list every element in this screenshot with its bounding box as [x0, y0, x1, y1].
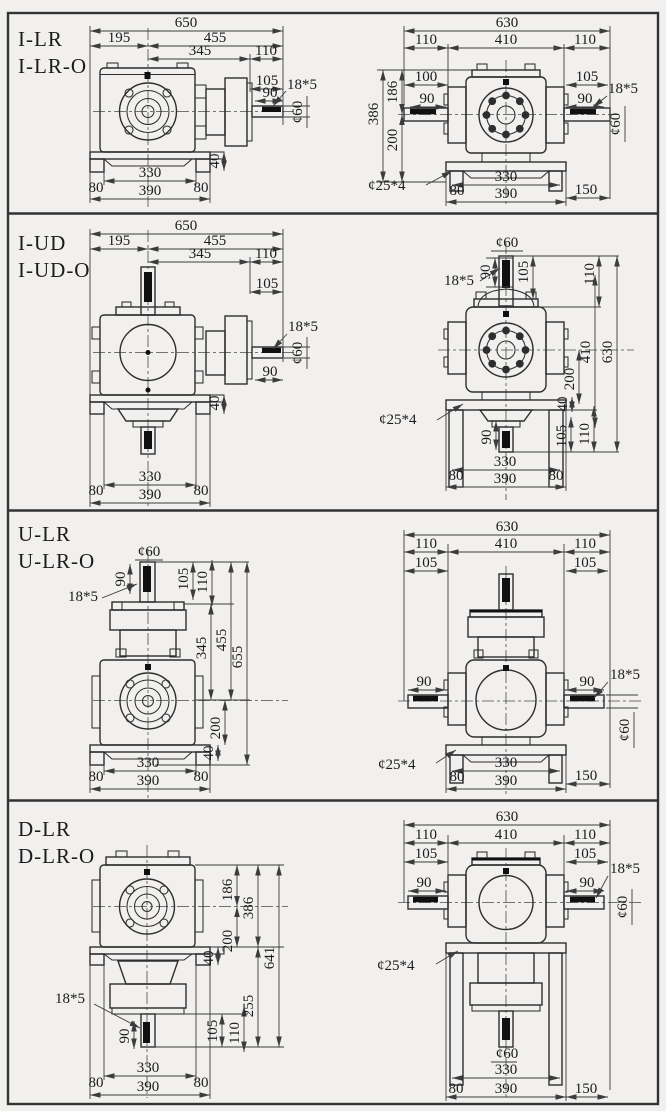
dim-overall: 650 — [174, 15, 198, 31]
dim-90-left: 90 — [416, 875, 432, 891]
dim-110-top: 110 — [582, 263, 598, 285]
left-shaft-key — [410, 109, 436, 115]
dim-105-right: 105 — [573, 846, 597, 862]
dim-105: 105 — [255, 73, 279, 89]
dim-110-bottom: 110 — [577, 423, 593, 445]
dim-386: 386 — [366, 102, 382, 126]
dim-150: 150 — [574, 182, 598, 198]
output-flange — [225, 316, 247, 384]
dim-foot-hole: ¢25*4 — [378, 757, 416, 773]
model-label-u-lr: U-LR — [18, 522, 71, 546]
dim-186: 186 — [220, 878, 236, 902]
dim-110-right: 110 — [574, 32, 596, 48]
dim-110-left: 110 — [415, 32, 437, 48]
dim-overall: 630 — [495, 15, 519, 31]
right-shaft-key — [570, 696, 595, 702]
dim-shaft-dia-side: ¢60 — [615, 895, 631, 919]
key-mark — [503, 868, 509, 874]
model-label-d-lr-o: D-LR-O — [18, 844, 96, 868]
dim-655: 655 — [230, 645, 246, 669]
dim-80: 80 — [449, 769, 465, 785]
model-label-u-lr-o: U-LR-O — [18, 549, 96, 573]
dim-105: 105 — [205, 1019, 221, 1043]
dim-80-right: 80 — [193, 1075, 209, 1091]
dim-110-right: 110 — [574, 827, 596, 843]
dim-overall: 630 — [495, 809, 519, 825]
dim-390: 390 — [493, 471, 517, 487]
dim-330: 330 — [138, 469, 162, 485]
dim-345: 345 — [188, 246, 212, 262]
top-shaft-key — [502, 578, 510, 602]
dim-overall: 630 — [495, 519, 519, 535]
dim-455: 455 — [203, 233, 227, 249]
dim-90-right: 90 — [577, 91, 593, 107]
dim-shaft-dia: ¢60 — [290, 100, 306, 124]
dimension-lines — [90, 560, 250, 793]
dim-330: 330 — [136, 755, 160, 771]
sheet-border — [8, 13, 658, 1104]
top-shaft-key — [144, 272, 152, 302]
center-lines — [398, 848, 644, 1100]
dim-105-left: 105 — [414, 846, 438, 862]
dim-330: 330 — [138, 165, 162, 181]
dim-105: 105 — [255, 276, 279, 292]
dim-80: 80 — [449, 183, 465, 199]
dim-110-right: 110 — [574, 536, 596, 552]
dim-410: 410 — [494, 32, 518, 48]
dim-40: 40 — [555, 396, 571, 412]
bottom-shaft-key — [144, 431, 152, 449]
model-label-i-lr-o: I-LR-O — [18, 54, 87, 78]
dim-390: 390 — [494, 1081, 518, 1097]
dim-foot-hole: ¢25*4 — [379, 412, 417, 428]
base-plate — [90, 745, 210, 752]
dim-foot-hole: ¢25*4 — [368, 178, 406, 194]
dim-90-left: 90 — [416, 674, 432, 690]
dim-key: 18*5 — [608, 81, 638, 97]
base-plate — [90, 395, 210, 402]
base-plate — [90, 947, 210, 954]
dim-shaft-dia: ¢60 — [137, 544, 161, 560]
dimension-labels — [378, 519, 640, 789]
dim-105-right: 105 — [573, 555, 597, 571]
left-foot — [450, 953, 463, 1085]
dim-390: 390 — [138, 183, 162, 199]
dim-40: 40 — [207, 153, 223, 169]
dim-110: 110 — [195, 571, 211, 593]
dim-foot-hole: ¢25*4 — [377, 958, 415, 974]
dim-186: 186 — [385, 80, 401, 104]
dim-key: 18*5 — [287, 77, 317, 93]
dim-90: 90 — [117, 1028, 133, 1044]
dim-330: 330 — [494, 755, 518, 771]
gearbox-outline — [90, 63, 283, 172]
dim-410: 410 — [578, 340, 594, 364]
panel-d-lr-front-view — [377, 809, 644, 1101]
key-mark — [503, 665, 509, 671]
dim-shaft-dia: ¢60 — [290, 341, 306, 365]
panel-i-ud-side-view — [18, 218, 318, 507]
right-shaft-key — [570, 897, 595, 903]
dim-90: 90 — [262, 85, 278, 101]
model-label-i-ud: I-UD — [18, 231, 67, 255]
dim-key: 18*5 — [610, 667, 640, 683]
dim-110-left: 110 — [415, 827, 437, 843]
key-mark — [503, 311, 509, 317]
dim-150: 150 — [574, 1081, 598, 1097]
dim-80-right: 80 — [193, 180, 209, 196]
panel-d-lr-side-view — [18, 817, 288, 1099]
dim-390: 390 — [138, 487, 162, 503]
model-label-d-lr: D-LR — [18, 817, 71, 841]
dim-key: 18*5 — [610, 861, 640, 877]
dim-200: 200 — [208, 716, 224, 740]
dim-40: 40 — [201, 950, 217, 966]
panel-u-lr-side-view — [18, 522, 288, 798]
dim-641: 641 — [262, 946, 278, 970]
dim-455: 455 — [214, 628, 230, 652]
dim-40: 40 — [201, 745, 217, 761]
dim-80: 80 — [448, 1081, 464, 1097]
base-plate — [90, 152, 210, 159]
dim-390: 390 — [136, 1079, 160, 1095]
dim-330: 330 — [494, 1062, 518, 1078]
dim-80-left: 80 — [88, 769, 104, 785]
dim-110: 110 — [227, 1022, 243, 1044]
dim-410: 410 — [494, 827, 518, 843]
dim-200: 200 — [562, 367, 578, 391]
dim-330: 330 — [136, 1060, 160, 1076]
dim-105-left: 105 — [414, 555, 438, 571]
dim-110-left: 110 — [415, 536, 437, 552]
dim-key: 18*5 — [288, 319, 318, 335]
dim-200: 200 — [220, 929, 236, 953]
dim-386: 386 — [241, 896, 257, 920]
model-label-i-lr: I-LR — [18, 27, 63, 51]
gearbox-outline — [90, 851, 224, 1047]
dim-shaft-dia: ¢60 — [617, 718, 633, 742]
dim-80-left: 80 — [88, 483, 104, 499]
dim-80-right: 80 — [193, 769, 209, 785]
dim-455: 455 — [203, 30, 227, 46]
dimension-lines — [404, 530, 638, 793]
dim-105-bottom: 105 — [554, 424, 570, 448]
top-shaft-key — [502, 260, 510, 288]
dim-90: 90 — [113, 571, 129, 587]
model-label-i-ud-o: I-UD-O — [18, 258, 91, 282]
shaft-key — [262, 107, 281, 112]
dimension-labels — [89, 218, 319, 503]
dim-overall: 650 — [174, 218, 198, 234]
left-shaft-key — [413, 696, 438, 702]
dim-40: 40 — [207, 395, 223, 411]
dim-shaft-dia-bottom: ¢60 — [495, 1046, 519, 1062]
key-mark — [144, 869, 150, 875]
left-shaft-key — [413, 897, 438, 903]
gearbox-outline — [90, 562, 210, 765]
dim-shaft-dia-top: ¢60 — [495, 235, 519, 251]
dim-110: 110 — [255, 246, 277, 262]
key-mark — [145, 72, 151, 79]
dim-150: 150 — [574, 768, 598, 784]
dim-80-right: 80 — [548, 468, 564, 484]
top-shaft-key — [143, 566, 151, 592]
right-shaft-key — [570, 109, 596, 115]
dim-195: 195 — [107, 30, 131, 46]
dim-90-top: 90 — [478, 264, 494, 280]
panel-i-ud-front-view — [379, 235, 634, 500]
dim-shaft-dia: ¢60 — [608, 112, 624, 136]
dim-630: 630 — [600, 340, 616, 364]
dim-90-right: 90 — [579, 875, 595, 891]
panel-i-lr-front-view — [366, 15, 638, 207]
dim-key: 18*5 — [444, 273, 474, 289]
dim-345: 345 — [194, 636, 210, 660]
dim-390: 390 — [494, 773, 518, 789]
panel-u-lr-front-view — [378, 519, 642, 796]
bottom-shaft-key — [143, 1022, 150, 1043]
dim-100: 100 — [414, 69, 438, 85]
dim-255: 255 — [241, 994, 257, 1018]
panel-i-lr-side-view — [18, 15, 317, 207]
dim-200: 200 — [385, 128, 401, 152]
bottom-shaft-key — [502, 1018, 510, 1040]
dimension-labels — [379, 235, 616, 487]
dim-90-right: 90 — [579, 674, 595, 690]
gearbox-outline — [90, 267, 283, 454]
dim-330: 330 — [494, 169, 518, 185]
dim-80-left: 80 — [88, 180, 104, 196]
dim-345: 345 — [188, 43, 212, 59]
dim-105: 105 — [575, 69, 599, 85]
dim-110: 110 — [255, 43, 277, 59]
bottom-shaft-key — [502, 431, 510, 448]
dim-105: 105 — [176, 567, 192, 591]
right-foot — [549, 953, 562, 1085]
dim-90: 90 — [262, 364, 278, 380]
dim-195: 195 — [107, 233, 131, 249]
dim-key: 18*5 — [55, 991, 85, 1007]
key-mark — [503, 79, 509, 85]
dim-90-left: 90 — [419, 91, 435, 107]
dim-80-right: 80 — [193, 483, 209, 499]
dim-410: 410 — [494, 536, 518, 552]
key-mark — [145, 664, 151, 670]
dim-90-bottom: 90 — [479, 429, 495, 445]
dim-80-left: 80 — [448, 468, 464, 484]
dim-80-left: 80 — [88, 1075, 104, 1091]
dim-105-top: 105 — [516, 260, 532, 284]
dim-390: 390 — [494, 186, 518, 202]
dim-key: 18*5 — [68, 589, 98, 605]
dim-390: 390 — [136, 773, 160, 789]
shaft-key — [262, 348, 281, 353]
dim-330: 330 — [493, 454, 517, 470]
output-flange — [225, 78, 247, 146]
